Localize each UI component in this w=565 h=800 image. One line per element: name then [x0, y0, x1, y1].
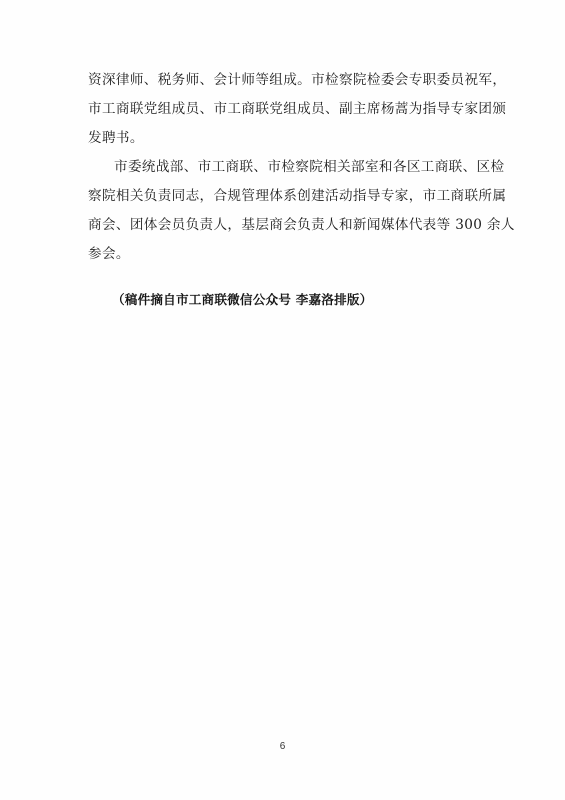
paragraph-line: 发聘书。	[88, 130, 144, 146]
paragraph-line: 市委统战部、市工商联、市检察院相关部室和各区工商联、区检	[114, 159, 505, 175]
paragraph-line: 察院相关负责同志，合规管理体系创建活动指导专家，市工商联所属	[88, 188, 507, 204]
paragraph-line: 资深律师、税务师、会计师等组成。市检察院检委会专职委员祝军，	[88, 72, 507, 88]
paragraph-line: 市工商联党组成员、市工商联党组成员、副主席杨蒿为指导专家团颁	[88, 101, 507, 117]
body-text	[88, 66, 515, 269]
paragraph-line: 商会、团体会员负责人，基层商会负责人和新闻媒体代表等 300 余人	[88, 217, 515, 233]
source-note: （稿件摘自市工商联微信公众号 李嘉洛排版）	[112, 292, 373, 307]
page-number: 6	[279, 741, 286, 752]
paragraph-line: 参会。	[88, 246, 130, 262]
